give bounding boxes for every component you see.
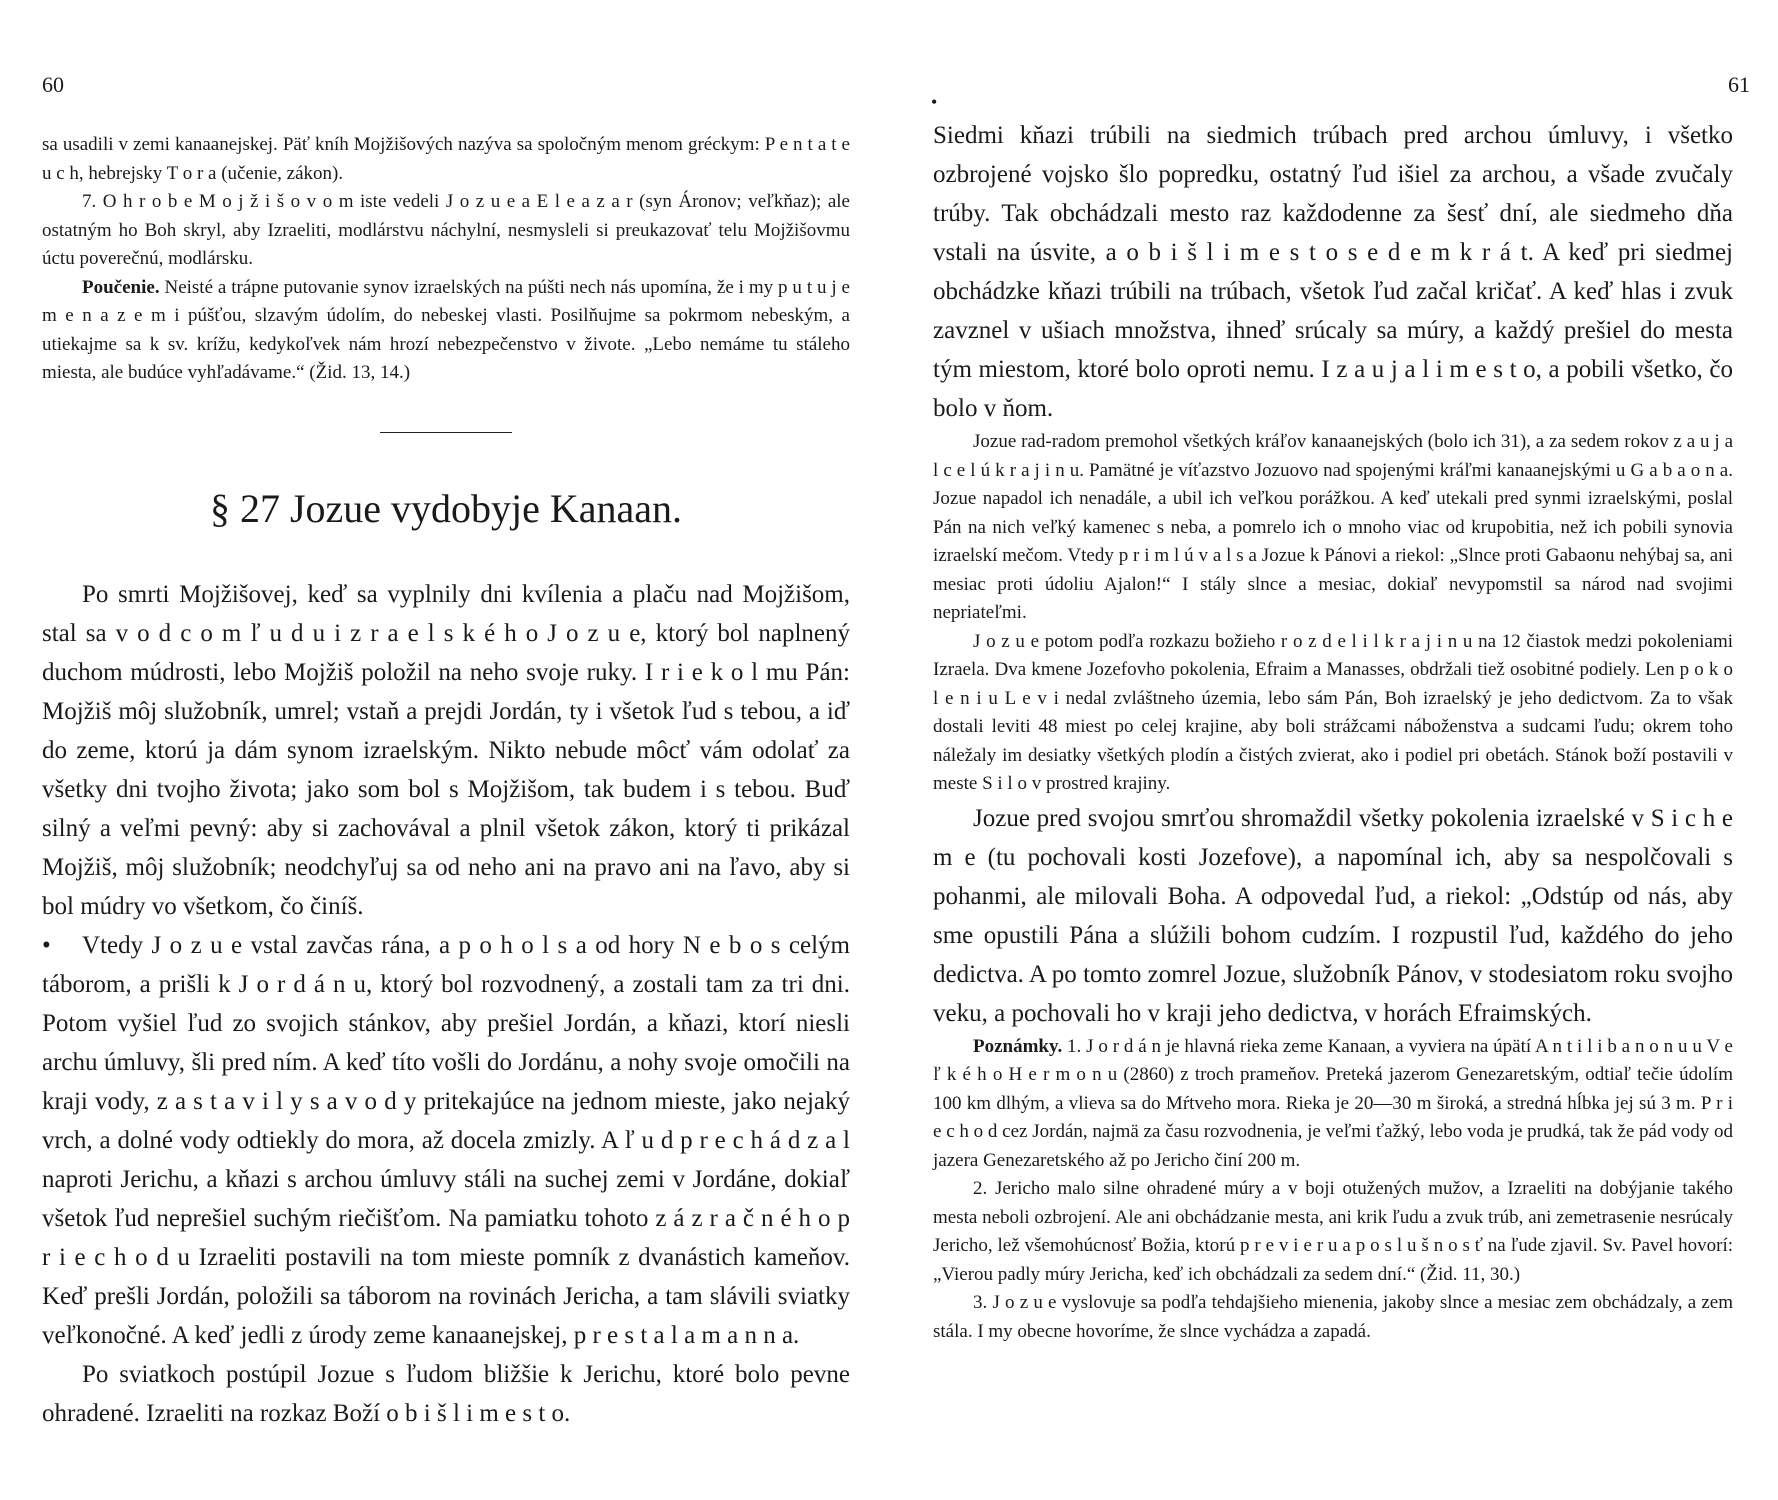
- poucenie-paragraph: [42, 274, 850, 388]
- notes-label: Poznámky.: [973, 1035, 1063, 1057]
- right-column: [933, 116, 1733, 1346]
- poucenie-label: Poučenie.: [82, 276, 160, 298]
- body-paragraph-2: [42, 926, 850, 1355]
- body-paragraph-3: Po sviatkoch postúpil Jozue s ľudom bližšie k Jerichu, ktoré bolo pevne ohradené. Izraeliti na rozkaz Boží o b i š l i m e s t o.: [42, 1360, 850, 1427]
- section-title: § 27 Jozue vydobyje Kanaan.: [209, 485, 683, 531]
- bullet-mark-right: •: [931, 92, 938, 112]
- body-paragraph-2-text: Vtedy J o z u e vstal zavčas rána, a p o h o l s a od hory N e b o s celým táborom, a prišli k J o r d á n u, ktorý bol rozvodnený, a zostali tam za tri dni. Potom vyšiel ľud zo svojich stánkov, aby prešiel Jordán, a kňazi, ktorí niesli archu úmluvy, šli pred ním. A keď títo vošli do Jordánu, a nohy svoje omočili na kraji vody, z a s t a v i l y s a v o d y pritekajúce na jednom mieste, jako nejaký vrch, a dolné vody odtiekly do mora, až docela zmizly. A ľ u d p r e c h á d z a l naproti Jerichu, a kňazi s archou úmluvy stáli na suchej zemi v Jordáne, dokiaľ všetok ľud neprešiel suchým riečišťom. Na pamiatku tohoto z á z r a č n é h o p r i e c h o d u Izraeliti postavili na tom mieste pomník z dvanástich kameňov. Keď prešli Jordán, položili sa táborom na rovinách Jericha, a tam slávili sviatky veľkonočné. A keď jedli z úrody zeme kanaanejskej, p r e s t a l a m a n n a.: [42, 931, 850, 1349]
- right-page: [889, 0, 1778, 1500]
- bullet-mark: •: [42, 931, 51, 959]
- page-number-right: 61: [1728, 72, 1750, 97]
- body-paragraph-1: Po smrti Mojžišovej, keď sa vyplnily dni kvílenia a plaču nad Mojžišom, stal sa v o d c o m ľ u d u i z r a e l s k é h o J o z u e, ktorý bol naplnený duchom múdrosti, lebo Mojžiš položil na neho svoje ruky. I r i e k o l mu Pán: Mojžiš môj služobník, umrel; vstaň a prejdi Jordán, ty i všetok ľud s tebou, a iď do zeme, ktorú ja dám synom izraelským. Nikto nebude môcť vám odolať za všetky dni tvojho života; jako som bol s Mojžišom, tak budem i s tebou. Buď silný a veľmi pevný: aby si zachovával a plnil všetok zákon, ktorý ti prikázal Mojžiš, môj služobník; neodchyľuj sa od neho ani na pravo ani na ľavo, aby si bol múdry vo všetkom, čo činíš.: [42, 580, 850, 920]
- right-body-paragraph-2: Jozue pred svojou smrťou shromaždil všetky pokolenia izraelské v S i c h e m e (tu pochovali kosti Jozefove), a napomínal ich, aby sa nespolčovali s pohanmi, ale milovali Boha. A odpovedal ľud, a riekol: „Odstúp od nás, aby sme opustili Pána a slúžili bohom cudzím. I rozpustil ľud, každého do jeho dedictva. A po tomto zomrel Jozue, služobník Pánov, v stodesiatom roku svojho veku, a pochovali ho v kraji jeho dedictva, v horách Efraimských.: [933, 804, 1733, 1027]
- left-column: [42, 131, 850, 1433]
- poucenie-text: Neisté a trápne putovanie synov izraelských na púšti nech nás upomína, že i my p u t u j e m e n a z e m i púšťou, slzavým údolím, do nebeskej vlasti. Posilňujme sa pokrmom nebeským, a utiekajme sa k sv. krížu, kedykoľvek nám hrozí nebezpečenstvo v živote. „Lebo nemáme tu stáleho miesta, ale budúce vyhľadávame.“ (Žid. 13, 14.): [42, 276, 850, 383]
- right-body-paragraph-1: Siedmi kňazi trúbili na siedmich trúbach pred archou úmluvy, i všetko ozbrojené vojsko šlo popredku, ostatný ľud išiel za archou, a všade zvučaly trúby. Tak obchádzali mesto raz každodenne za šesť dní, ale siedmeho dňa vstali na úsvite, a o b i š l i m e s t o s e d e m k r á t. A keď pri siedmej obchádzke kňazi trúbili na trúbach, všetok ľud začal kričať. A keď hlas i zvuk zavznel v ušiach množstva, ihneď srúcaly sa múry, a každý prešiel do mesta tým miestom, ktoré bolo oproti nemu. I z a u j a l i m e s t o, a pobili všetko, čo bolo v ňom.: [933, 122, 1733, 422]
- section-divider: [380, 432, 512, 433]
- notes-paragraph-2: 2. Jericho malo silne ohradené múry a v boji otužených mužov, a Izraeliti na dobýjanie takého mesta neboli ozbrojení. Ale ani obchádzanie mesta, ani krik ľudu a zvuk trúb, ani zemetrasenie nesrúcaly Jericho, lež všemohúcnosť Božia, ktorú p r e v i e r u a p o s l u š n o s ť na ľude zjavil. Sv. Pavel hovorí: „Vierou padly múry Jericha, keď ich obchádzali za sedem dní.“ (Žid. 11, 30.): [933, 1178, 1733, 1285]
- right-small-paragraph-1: Jozue rad-radom premohol všetkých kráľov kanaanejských (bolo ich 31), a za sedem rokov z a u j a l c e l ú k r a j i n u. Pamätné je víťazstvo Jozuovo nad spojenými kráľmi kanaanejskými u G a b a o n a. Jozue napadol ich nenadále, a ubil ich veľkou porážkou. A keď utekali pred synmi izraelskými, poslal Pán na nich veľký kamenec s neba, a pomrelo ich o mnoho viac od krupobitia, než ich pobili synovia izraelskí mečom. Vtedy p r i m l ú v a l s a Jozue k Pánovi a riekol: „Slnce proti Gabaonu nehýbaj sa, ani mesiac proti údoliu Ajalon!“ I stály slnce a mesiac, dokiaľ nevypomstil sa národ nad svojimi nepriateľmi.: [933, 431, 1733, 623]
- notes-paragraph-3: 3. J o z u e vyslovuje sa podľa tehdajšieho mienenia, jakoby slnce a mesiac zem obchádzaly, a zem stála. I my obecne hovoríme, že slnce vychádza a zapadá.: [933, 1292, 1733, 1342]
- page-number-left: 60: [42, 72, 64, 97]
- right-small-paragraph-2: J o z u e potom podľa rozkazu božieho r o z d e l i l k r a j i n u na 12 čiastok medzi pokoleniami Izraela. Dva kmene Jozefovho pokolenia, Efraim a Manasses, obdržali tiež osobitné podiely. Len p o k o l e n i u L e v i nedal zvláštneho územia, lebo sám Pán, Boh izraelský je jeho dedictvom. Za to však dostali leviti 48 miest po celej krajine, aby boli strážcami náboženstva a sudcami ľudu; okrem toho náležaly im desiatky všetkých plodín a čistých zvierat, ako i podiel pri obetách. Stánok boží postavili v meste S i l o v prostred krajiny.: [933, 630, 1733, 794]
- notes-paragraph-1: [933, 1033, 1733, 1176]
- intro-paragraph: sa usadili v zemi kanaanejskej. Päť kníh Mojžišových nazýva sa spoločným menom gréckym: P e n t a t e u c h, hebrejsky T o r a (učenie, zákon).: [42, 134, 850, 184]
- note-grave-of-moses: 7. O h r o b e M o j ž i š o v o m iste vedeli J o z u e a E l e a z a r (syn Áronov; veľkňaz); ale ostatným ho Boh skryl, aby Izraeliti, modlárstvu náchylní, nesmysleli si preukazovať telu Mojžišovmu úctu poverečnú, modlársku.: [42, 191, 850, 269]
- note-1-text: 1. J o r d á n je hlavná rieka zeme Kanaan, a vyviera na úpätí A n t i l i b a n o n u u V e ľ k é h o H e r m o n u (2860) z troch prameňov. Preteká jazerom Genezaretským, odtiaľ tečie údolím 100 km dlhým, a vlieva sa do Mŕtveho mora. Rieka je 20—30 m široká, a stredná hĺbka jej sú 3 m. P r i e c h o d cez Jordán, najmä za času rozvodnenia, je veľmi ťažký, lebo voda je prudká, tak že pád vody od jazera Genezaretského až po Jericho činí 200 m.: [933, 1035, 1733, 1171]
